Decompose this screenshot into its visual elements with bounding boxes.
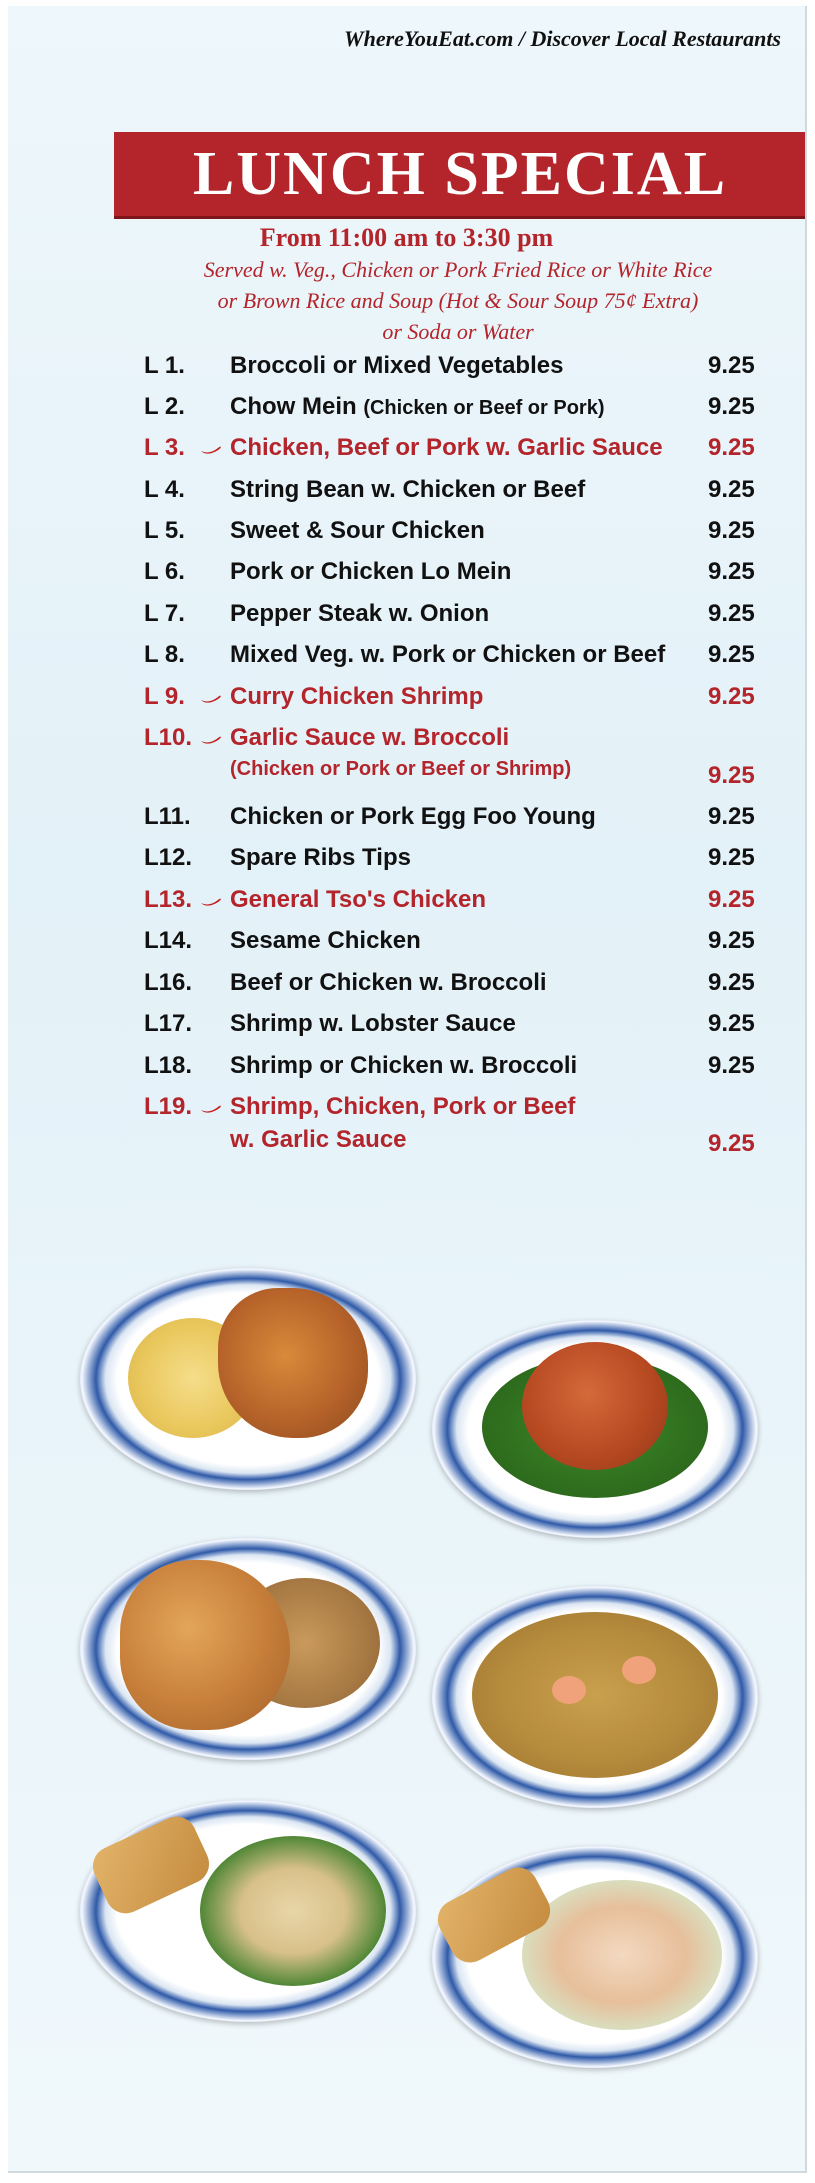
- menu-item: [8, 927, 805, 967]
- item-name: Pork or Chicken Lo Mein: [230, 558, 512, 585]
- item-name: Shrimp w. Lobster Sauce: [230, 1010, 516, 1037]
- item-name: Beef or Chicken w. Broccoli: [230, 969, 547, 996]
- item-subtext: (Chicken or Beef or Pork): [363, 397, 605, 419]
- item-code: L 6.: [144, 558, 185, 585]
- item-name: String Bean w. Chicken or Beef: [230, 476, 586, 503]
- hot-pepper-icon: [200, 897, 222, 907]
- item-price: 9.25: [708, 969, 755, 996]
- menu-item: [8, 844, 805, 884]
- hours-text: From 11:00 am to 3:30 pm: [259, 223, 554, 252]
- item-code: L 9.: [144, 683, 185, 710]
- item-price: 9.25: [708, 476, 755, 503]
- item-name: Chicken, Beef or Pork w. Garlic Sauce: [230, 434, 663, 461]
- item-price: 9.25: [708, 1052, 755, 1079]
- item-price: 9.25: [708, 844, 755, 871]
- menu-item: [8, 393, 805, 433]
- item-price: 9.25: [708, 434, 755, 461]
- served-line: Served w. Veg., Chicken or Pork Fried Rice or White Rice: [203, 257, 713, 282]
- item-name: Sweet & Sour Chicken: [230, 517, 485, 544]
- item-code: L 3.: [144, 434, 185, 461]
- item-price: 9.25: [708, 886, 755, 913]
- chicken-broccoli-food: [200, 1836, 386, 1986]
- wings-and-fries-photo: [80, 1268, 416, 1490]
- menu-item: [8, 476, 805, 516]
- menu-item: [8, 886, 805, 926]
- item-code: L11.: [144, 803, 191, 830]
- item-code: L16.: [144, 969, 193, 996]
- menu-item: [8, 683, 805, 723]
- site-header[interactable]: WhereYouEat.com / Discover Local Restaurants: [344, 26, 781, 51]
- item-price: 9.25: [708, 1130, 755, 1157]
- served-with-text: [138, 254, 778, 347]
- item-code: L17.: [144, 1010, 193, 1037]
- egg-roll-food: [86, 1810, 215, 1920]
- item-name-main: Chow Mein: [230, 393, 357, 420]
- egg-roll-shrimp-photo: [432, 1846, 758, 2068]
- served-line: or Brown Rice and Soup (Hot & Sour Soup 75¢ Extra): [217, 288, 699, 313]
- banner-title: LUNCH SPECIAL: [192, 139, 728, 208]
- item-name: Broccoli or Mixed Vegetables: [230, 352, 564, 379]
- item-subtext: w. Garlic Sauce: [230, 1126, 407, 1153]
- shrimp-lo-mein-photo: [432, 1586, 758, 1808]
- item-code: L 5.: [144, 517, 185, 544]
- egg-roll-chicken-broccoli-photo: [80, 1800, 416, 2022]
- hot-pepper-icon: [200, 694, 222, 704]
- item-price: 9.25: [708, 517, 755, 544]
- menu-item: [8, 1052, 805, 1092]
- item-price: 9.25: [708, 762, 755, 789]
- item-code: L13.: [144, 886, 193, 913]
- item-code: L 8.: [144, 641, 185, 668]
- item-price: 9.25: [708, 803, 755, 830]
- shrimp-food: [552, 1676, 586, 1704]
- chicken-wings-food: [218, 1288, 368, 1438]
- menu-item: [8, 641, 805, 681]
- item-name: [230, 393, 605, 421]
- shrimp-food: [622, 1656, 656, 1684]
- item-subtext: (Chicken or Pork or Beef or Shrimp): [230, 758, 572, 780]
- menu-item: [8, 600, 805, 640]
- chicken-pieces-food: [522, 1342, 668, 1470]
- item-price: 9.25: [708, 393, 755, 420]
- item-code: L10.: [144, 724, 193, 751]
- roast-chicken-food: [120, 1560, 290, 1730]
- item-price: 9.25: [708, 683, 755, 710]
- menu-item: [8, 1093, 805, 1171]
- item-name: Mixed Veg. w. Pork or Chicken or Beef: [230, 641, 666, 668]
- menu-item: [8, 434, 805, 474]
- menu-item: [8, 517, 805, 557]
- item-name: Shrimp, Chicken, Pork or Beef: [230, 1093, 576, 1120]
- roast-chicken-fried-rice-photo: [80, 1538, 416, 1760]
- lo-mein-noodles-food: [472, 1612, 718, 1778]
- item-price: 9.25: [708, 641, 755, 668]
- item-price: 9.25: [708, 352, 755, 379]
- item-name: Pepper Steak w. Onion: [230, 600, 490, 627]
- menu-item: [8, 724, 805, 800]
- menu-item: [8, 969, 805, 1009]
- item-price: 9.25: [708, 600, 755, 627]
- item-price: 9.25: [708, 1010, 755, 1037]
- item-code: L 7.: [144, 600, 185, 627]
- item-price: 9.25: [708, 558, 755, 585]
- item-name: Sesame Chicken: [230, 927, 421, 954]
- item-code: L 1.: [144, 352, 185, 379]
- item-code: L14.: [144, 927, 193, 954]
- item-name: Garlic Sauce w. Broccoli: [230, 724, 510, 751]
- menu-item: [8, 352, 805, 392]
- sesame-chicken-photo: [432, 1320, 758, 1538]
- item-name: Shrimp or Chicken w. Broccoli: [230, 1052, 578, 1079]
- item-code: L19.: [144, 1093, 193, 1120]
- shrimp-vegetables-food: [522, 1880, 722, 2030]
- item-code: L18.: [144, 1052, 193, 1079]
- item-code: L12.: [144, 844, 193, 871]
- item-code: L 4.: [144, 476, 185, 503]
- item-name: General Tso's Chicken: [230, 886, 487, 913]
- item-name: Spare Ribs Tips: [230, 844, 411, 871]
- hot-pepper-icon: [200, 735, 222, 745]
- menu-item: [8, 558, 805, 598]
- item-code: L 2.: [144, 393, 185, 420]
- item-price: 9.25: [708, 927, 755, 954]
- hot-pepper-icon: [200, 1104, 222, 1114]
- served-line: or Soda or Water: [382, 319, 534, 344]
- item-name: Curry Chicken Shrimp: [230, 683, 484, 710]
- menu-page: [8, 6, 807, 2173]
- hot-pepper-icon: [200, 445, 222, 455]
- lunch-special-banner: [114, 132, 806, 219]
- item-name: Chicken or Pork Egg Foo Young: [230, 803, 596, 830]
- menu-item: [8, 1010, 805, 1050]
- menu-item: [8, 803, 805, 843]
